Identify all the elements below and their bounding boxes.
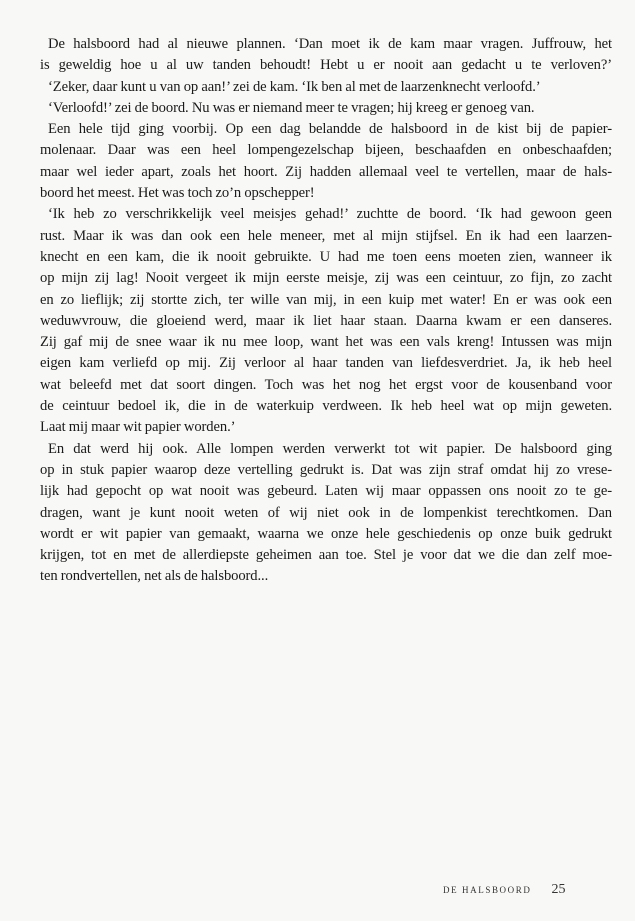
text-line: is geweldig hoe u al uw tanden behoudt! Hebt u er nooit aan gedacht u te verloven?’ [40,57,612,74]
text-line: ‘Verloofd!’ zei de boord. Nu was er niemand meer te vragen; hij kreeg er genoeg van. [48,99,535,116]
text-line: lijk had gepocht op wat nooit was gebeurd. Laten wij maar oppassen ons nooit zo te ge- [40,483,612,500]
text-line: molenaar. Daar was een heel lompengezelschap bijeen, beschaafden en onbeschaafden; [40,142,612,159]
text-line: wat beleefd met dat soort dingen. Toch was het nog het ergst voor de kousenband voor [40,376,612,393]
running-head: DE HALSBOORD [443,885,532,895]
text-line: boord het meest. Het was toch zo’n opschepper! [40,185,315,202]
text-line: op in stuk papier waarop deze vertelling gedrukt is. Dat was zijn straf omdat hij zo vrese- [40,461,612,478]
text-line: maar wel ieder apart, zoals het hoort. Zij hadden allemaal veel te vertellen, maar de hals- [40,163,612,180]
text-line: wordt er wit papier van gemaakt, waarna we onze hele geschiedenis op onze buik gedrukt [40,525,612,542]
text-line: ‘Ik heb zo verschrikkelijk veel meisjes gehad!’ zuchtte de boord. ‘Ik had gewoon geen [48,206,612,223]
text-line: dragen, want je kunt nooit weten of wij niet ook in de lompenkist terechtkomen. Dan [40,504,612,521]
body-text [40,34,612,588]
text-line: weduwvrouw, die gloeiend werd, maar ik liet haar staan. Daarna kwam er een danseres. [40,312,612,329]
page-footer [443,882,613,898]
text-line: knecht en een kam, die ik nooit gebruikte. U had me toen eens moeten zien, wanneer ik [40,248,612,265]
text-line: op mijn zij lag! Nooit vergeet ik mijn eerste meisje, zij was een ceintuur, zo fijn, zo zacht [40,270,612,287]
page-number: 25 [551,882,566,897]
text-line: Zij gaf mij de snee waar ik nu mee loop, want het was een vals kreng! Intussen was mijn [40,334,612,351]
text-line: ten rondvertellen, net als de halsboord... [40,568,269,585]
text-line: krijgen, tot en met de allerdiepste geheimen aan toe. Stel je voor dat we die dan zelf moe- [40,547,612,564]
text-line: de ceintuur bedoel ik, die in de waterkuip verdween. Ik heb heel wat op mijn geweten. [40,398,612,415]
text-line: eigen kam verliefd op mij. Zij verloor al haar tanden van liefdesverdriet. Ja, ik heb heel [40,355,612,372]
text-line: Een hele tijd ging voorbij. Op een dag belandde de halsboord in de kist bij de papier- [48,121,612,138]
text-line: En dat werd hij ook. Alle lompen werden verwerkt tot wit papier. De halsboord ging [48,440,612,457]
text-line: De halsboord had al nieuwe plannen. ‘Dan moet ik de kam maar vragen. Juffrouw, het [48,36,612,52]
text-line: Laat mij maar wit papier worden.’ [40,419,236,436]
text-line: ‘Zeker, daar kunt u van op aan!’ zei de kam. ‘Ik ben al met de laarzenknecht verloofd.’ [48,78,541,95]
text-line: rust. Maar ik was dan ook een hele meneer, met al mijn stijfsel. En ik had een laarzen- [40,227,612,244]
text-line: en zo lieflijk; zij stortte zich, ter wille van mij, in een kuip met water! En er was ook een [40,291,612,308]
